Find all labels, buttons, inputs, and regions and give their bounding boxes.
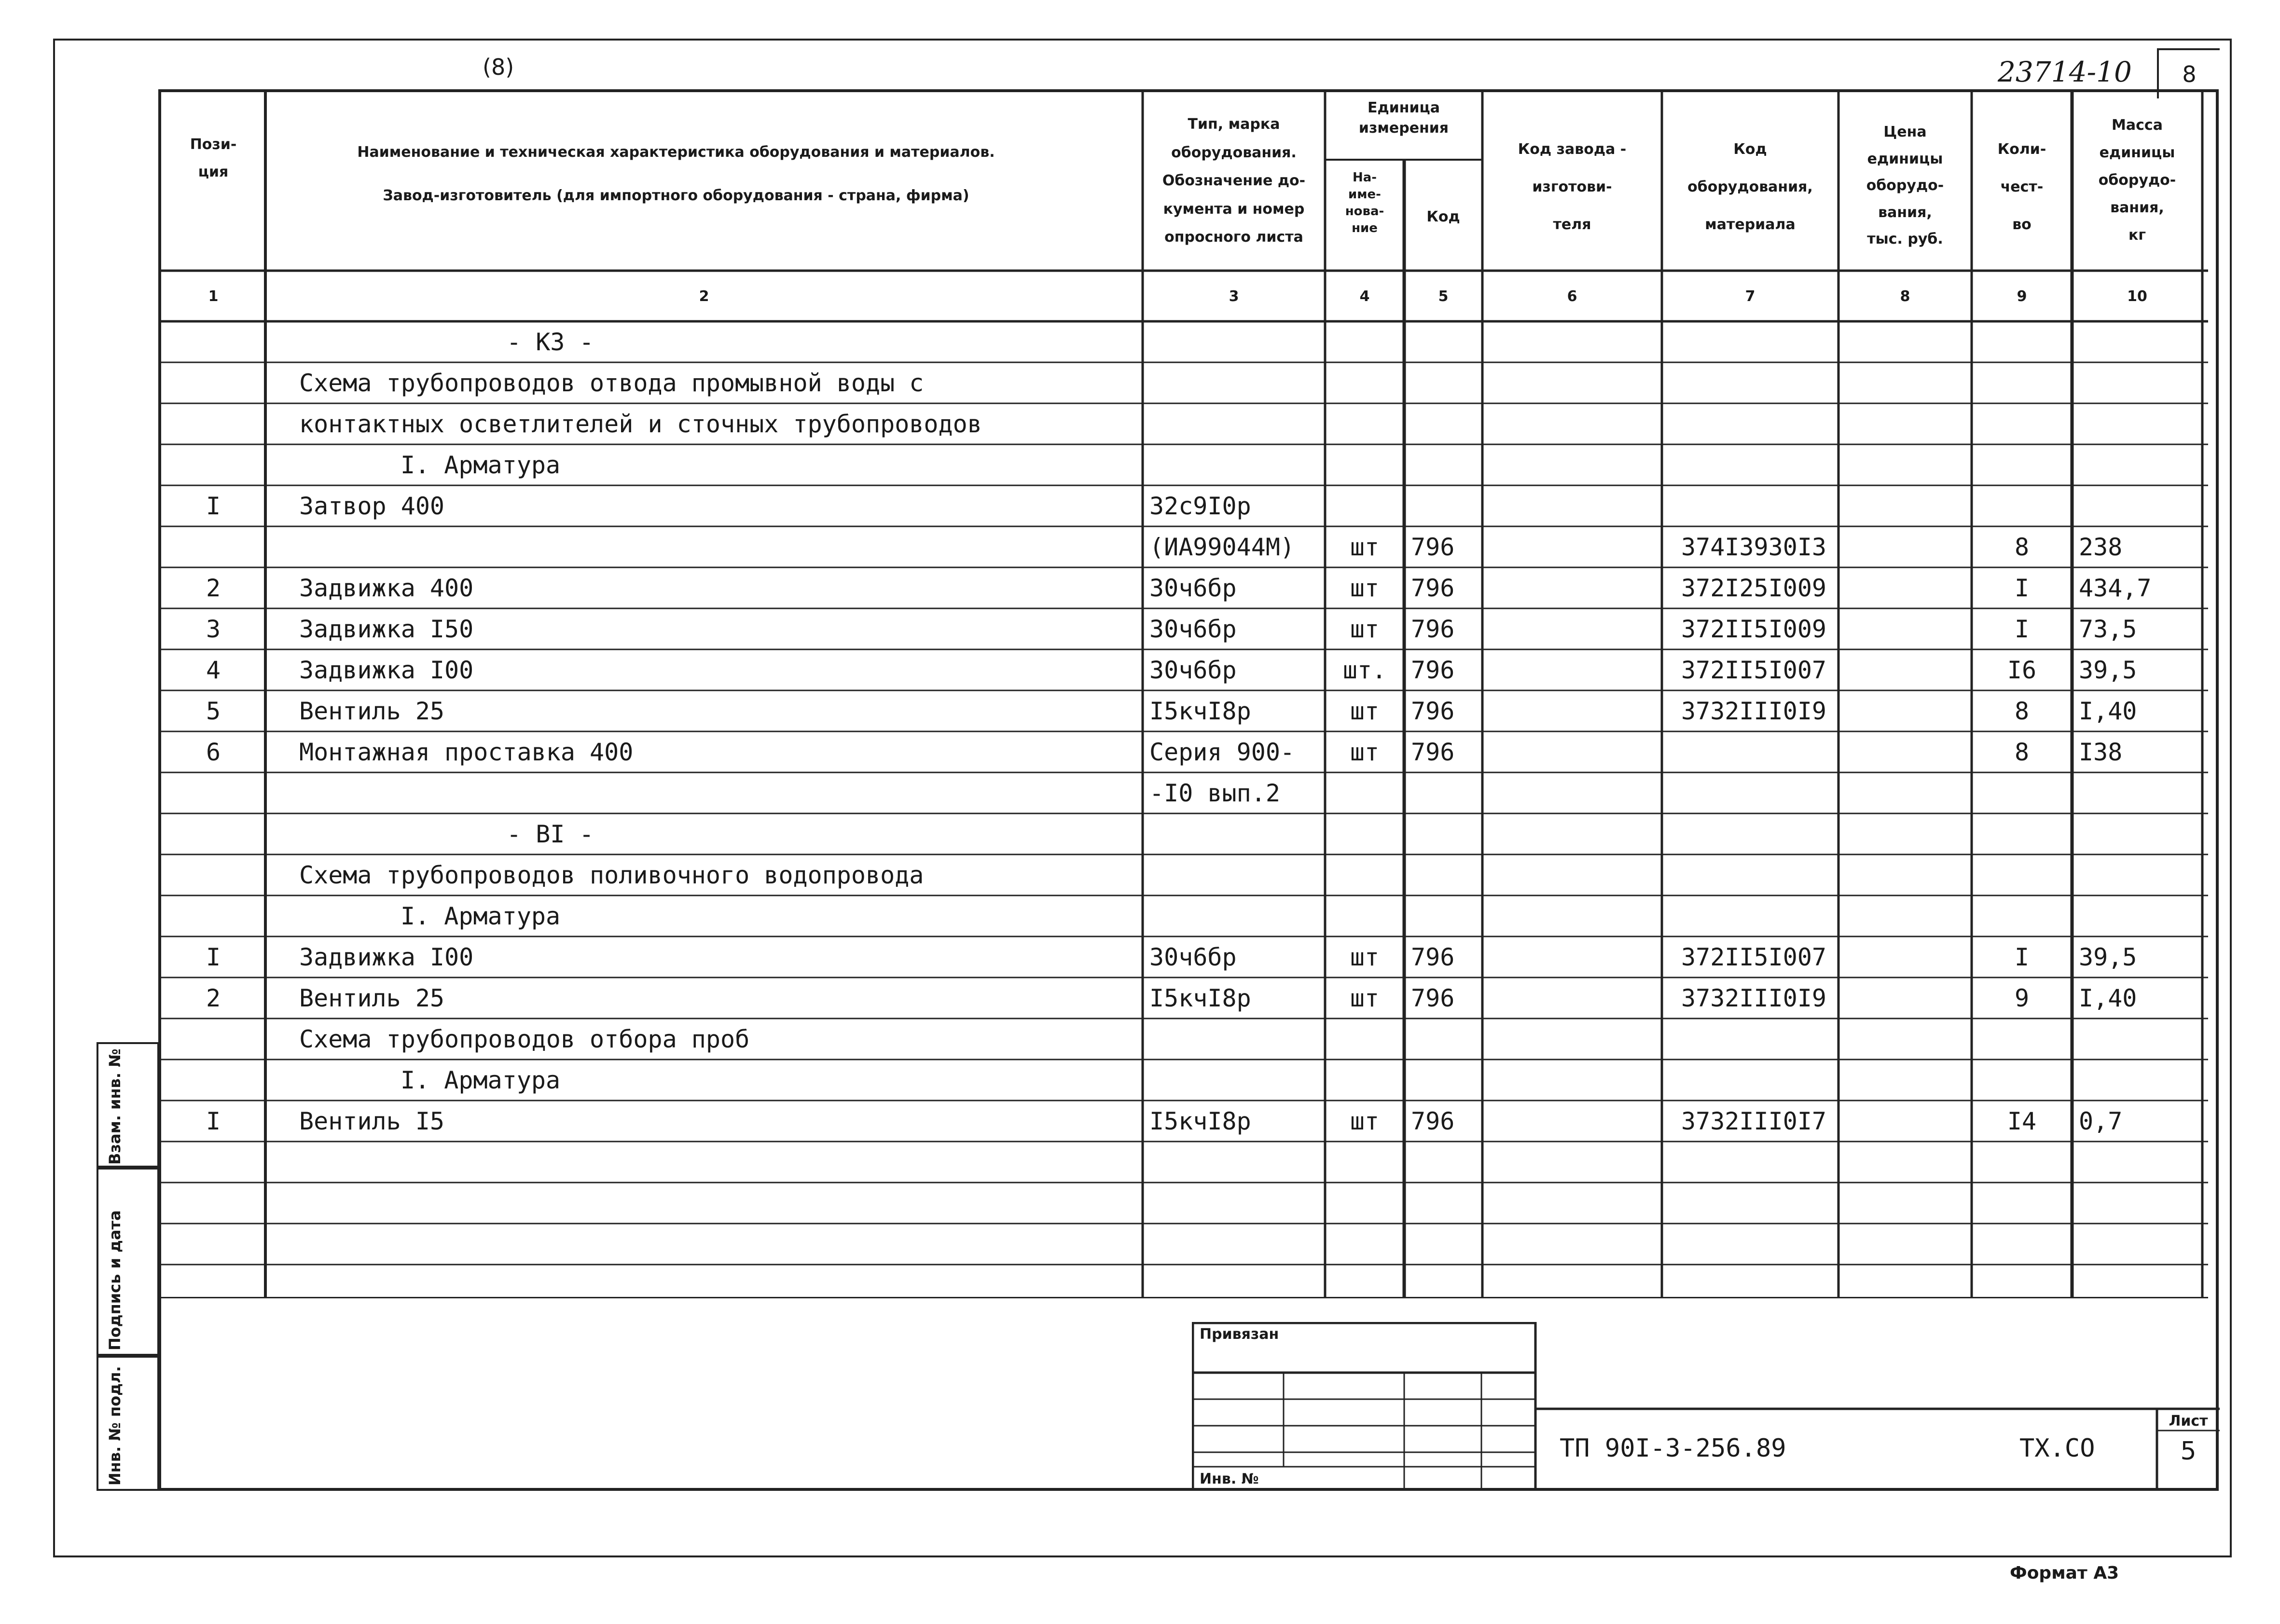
cell-name: I. Арматура [401,1066,561,1094]
cell-type: (ИА99044М) [1149,533,1295,561]
cell-name: Вентиль I5 [299,1107,445,1135]
cell-name: I. Арматура [401,902,561,930]
cell-pos: 3 [206,615,221,643]
table-row [161,608,2208,649]
title-block [1192,1322,2220,1491]
cell-ucode: 796 [1411,533,1455,561]
page-paren-number: (8) [483,54,514,80]
cell-qty: I4 [2007,1107,2037,1135]
cell-qty: I [2014,943,2030,971]
col-header-mass: Масса единицы оборудо- вания, кг [2098,117,2176,244]
inv-number-label: Инв. № [1200,1471,1259,1487]
col-number-7: 7 [1745,288,1755,305]
cell-name: Монтажная проставка 400 [299,738,634,766]
table-row [161,1101,2208,1142]
col-number-1: 1 [208,288,219,305]
cell-name: Задвижка I00 [299,656,474,684]
cell-code: 3732III0I7 [1681,1107,1827,1135]
side-stamp-replaced-inv [97,1042,159,1168]
cell-ucode: 796 [1411,656,1455,684]
table-row [161,895,2208,936]
bound-label: Привязан [1200,1326,1279,1343]
cell-name: Задвижка 400 [299,574,474,602]
cell-pos: I [206,492,221,520]
cell-qty: I6 [2007,656,2037,684]
cell-pos: 2 [206,984,221,1012]
cell-code: 372I25I009 [1681,574,1827,602]
table-row [161,854,2208,895]
cell-pos: 6 [206,738,221,766]
cell-type: I5кчI8р [1149,1107,1251,1135]
cell-name: Схема трубопроводов отбора проб [299,1025,750,1053]
cell-name: Схема трубопроводов отвода промывной воды с [299,369,924,397]
doc-number: ТП 90I-3-256.89 [1560,1434,1786,1463]
cell-qty: 8 [2014,533,2030,561]
table-row [161,526,2208,567]
table-row [161,403,2208,444]
cell-name: - BI - [507,820,594,848]
cell-type: I5кчI8р [1149,984,1251,1012]
cell-qty: 8 [2014,697,2030,725]
cell-mass: 39,5 [2079,943,2137,971]
col-header-type: Тип, марка оборудования. Обозначение до- кумента и номер опросного листа [1162,116,1306,246]
col-header-name: Наименование и техническая характеристика оборудования и материалов. Завод-изготовитель (для импортного оборудования - страна, фирма) [357,144,995,204]
col-header-price: Цена единицы оборудо- вания, тыс. руб. [1866,124,1944,248]
cell-type: 30ч6бр [1149,574,1237,602]
col-number-3: 3 [1229,288,1239,305]
cell-unit: шт [1350,615,1380,643]
cell-type: 30ч6бр [1149,656,1237,684]
doc-mark: ТХ.СО [2019,1434,2095,1463]
col-header-quantity: Коли- чест- во [1997,141,2046,233]
table-row [161,690,2208,731]
cell-mass: I38 [2079,738,2123,766]
cell-unit: шт [1350,697,1380,725]
col-number-4: 4 [1359,288,1370,305]
cell-name: Задвижка I50 [299,615,474,643]
cell-type: 30ч6бр [1149,615,1237,643]
cell-mass: I,40 [2079,697,2137,725]
cell-type: Серия 900- [1149,738,1295,766]
cell-mass: I,40 [2079,984,2137,1012]
side-label-replaced-inv: Взам. инв. № [106,1048,124,1165]
cell-pos: I [206,943,221,971]
corner-number: 8 [2182,61,2197,87]
cell-code: 3732III0I9 [1681,697,1827,725]
cell-pos: 2 [206,574,221,602]
cell-ucode: 796 [1411,738,1455,766]
cell-mass: 39,5 [2079,656,2137,684]
cell-name: Затвор 400 [299,492,445,520]
table-row [161,567,2208,608]
format-label: Формат А3 [2010,1563,2119,1583]
col-number-9: 9 [2017,288,2027,305]
cell-qty: I [2014,574,2030,602]
col-header-unit-name: На- име- нова- ние [1345,170,1384,236]
cell-name: Вентиль 25 [299,984,445,1012]
cell-qty: 8 [2014,738,2030,766]
cell-code: 372II5I007 [1681,943,1827,971]
cell-type: I5кчI8р [1149,697,1251,725]
side-label-original-inv: Инв. № подл. [106,1366,124,1486]
table-row [161,321,2208,362]
cell-qty: 9 [2014,984,2030,1012]
cell-type: -I0 вып.2 [1149,779,1280,807]
cell-ucode: 796 [1411,697,1455,725]
col-number-6: 6 [1567,288,1577,305]
handwritten-doc-code: 23714-10 [1998,55,2132,88]
col-header-unit-code: Код [1426,208,1460,225]
cell-name: Схема трубопроводов поливочного водопровода [299,861,924,889]
cell-ucode: 796 [1411,943,1455,971]
table-row [161,977,2208,1018]
cell-mass: 73,5 [2079,615,2137,643]
cell-unit: шт [1350,943,1380,971]
cell-name: контактных осветлителей и сточных трубопроводов [299,410,982,438]
table-row [161,731,2208,772]
cell-name: - КЗ - [507,328,594,356]
cell-unit: шт. [1342,656,1387,684]
cell-type: 30ч6бр [1149,943,1237,971]
table-row [161,936,2208,977]
side-label-signature-date: Подпись и дата [106,1210,124,1350]
cell-mass: 238 [2079,533,2123,561]
table-row [161,649,2208,690]
cell-unit: шт [1350,984,1380,1012]
table-row [161,444,2208,485]
cell-name: I. Арматура [401,451,561,479]
col-number-5: 5 [1438,288,1449,305]
cell-type: 32с9I0р [1149,492,1251,520]
cell-ucode: 796 [1411,615,1455,643]
side-stamp-original-inv [97,1356,159,1491]
side-stamp-signature [97,1168,159,1356]
table-body [161,321,2208,1298]
col-header-equipment-code: Код оборудования, материала [1687,141,1813,233]
cell-unit: шт [1350,738,1380,766]
col-header-unit: Единица измерения [1358,99,1449,137]
table-row [161,813,2208,854]
table-row [161,485,2208,526]
cell-name: Задвижка I00 [299,943,474,971]
cell-pos: I [206,1107,221,1135]
sheet-label: Лист [2169,1413,2208,1430]
col-header-maker-code: Код завода - изготови- теля [1518,141,1627,233]
cell-pos: 5 [206,697,221,725]
cell-mass: 434,7 [2079,574,2152,602]
cell-code: 374I3930I3 [1681,533,1827,561]
col-header-position: Пози- ция [190,136,237,180]
table-row [161,772,2208,813]
table-row [161,1060,2208,1101]
cell-unit: шт [1350,574,1380,602]
col-number-10: 10 [2127,288,2147,305]
corner-number-box [2157,48,2220,98]
col-number-2: 2 [699,288,709,305]
cell-mass: 0,7 [2079,1107,2123,1135]
table-row [161,362,2208,403]
sheet-number: 5 [2180,1437,2197,1466]
cell-code: 3732III0I9 [1681,984,1827,1012]
cell-name: Вентиль 25 [299,697,445,725]
cell-unit: шт [1350,1107,1380,1135]
cell-ucode: 796 [1411,1107,1455,1135]
table-row [161,1018,2208,1060]
cell-ucode: 796 [1411,984,1455,1012]
cell-unit: шт [1350,533,1380,561]
cell-code: 372II5I009 [1681,615,1827,643]
cell-code: 372II5I007 [1681,656,1827,684]
cell-qty: I [2014,615,2030,643]
col-number-8: 8 [1900,288,1910,305]
cell-ucode: 796 [1411,574,1455,602]
title-block-grid [1192,1322,2220,1491]
spec-table [161,92,2208,1298]
cell-pos: 4 [206,656,221,684]
